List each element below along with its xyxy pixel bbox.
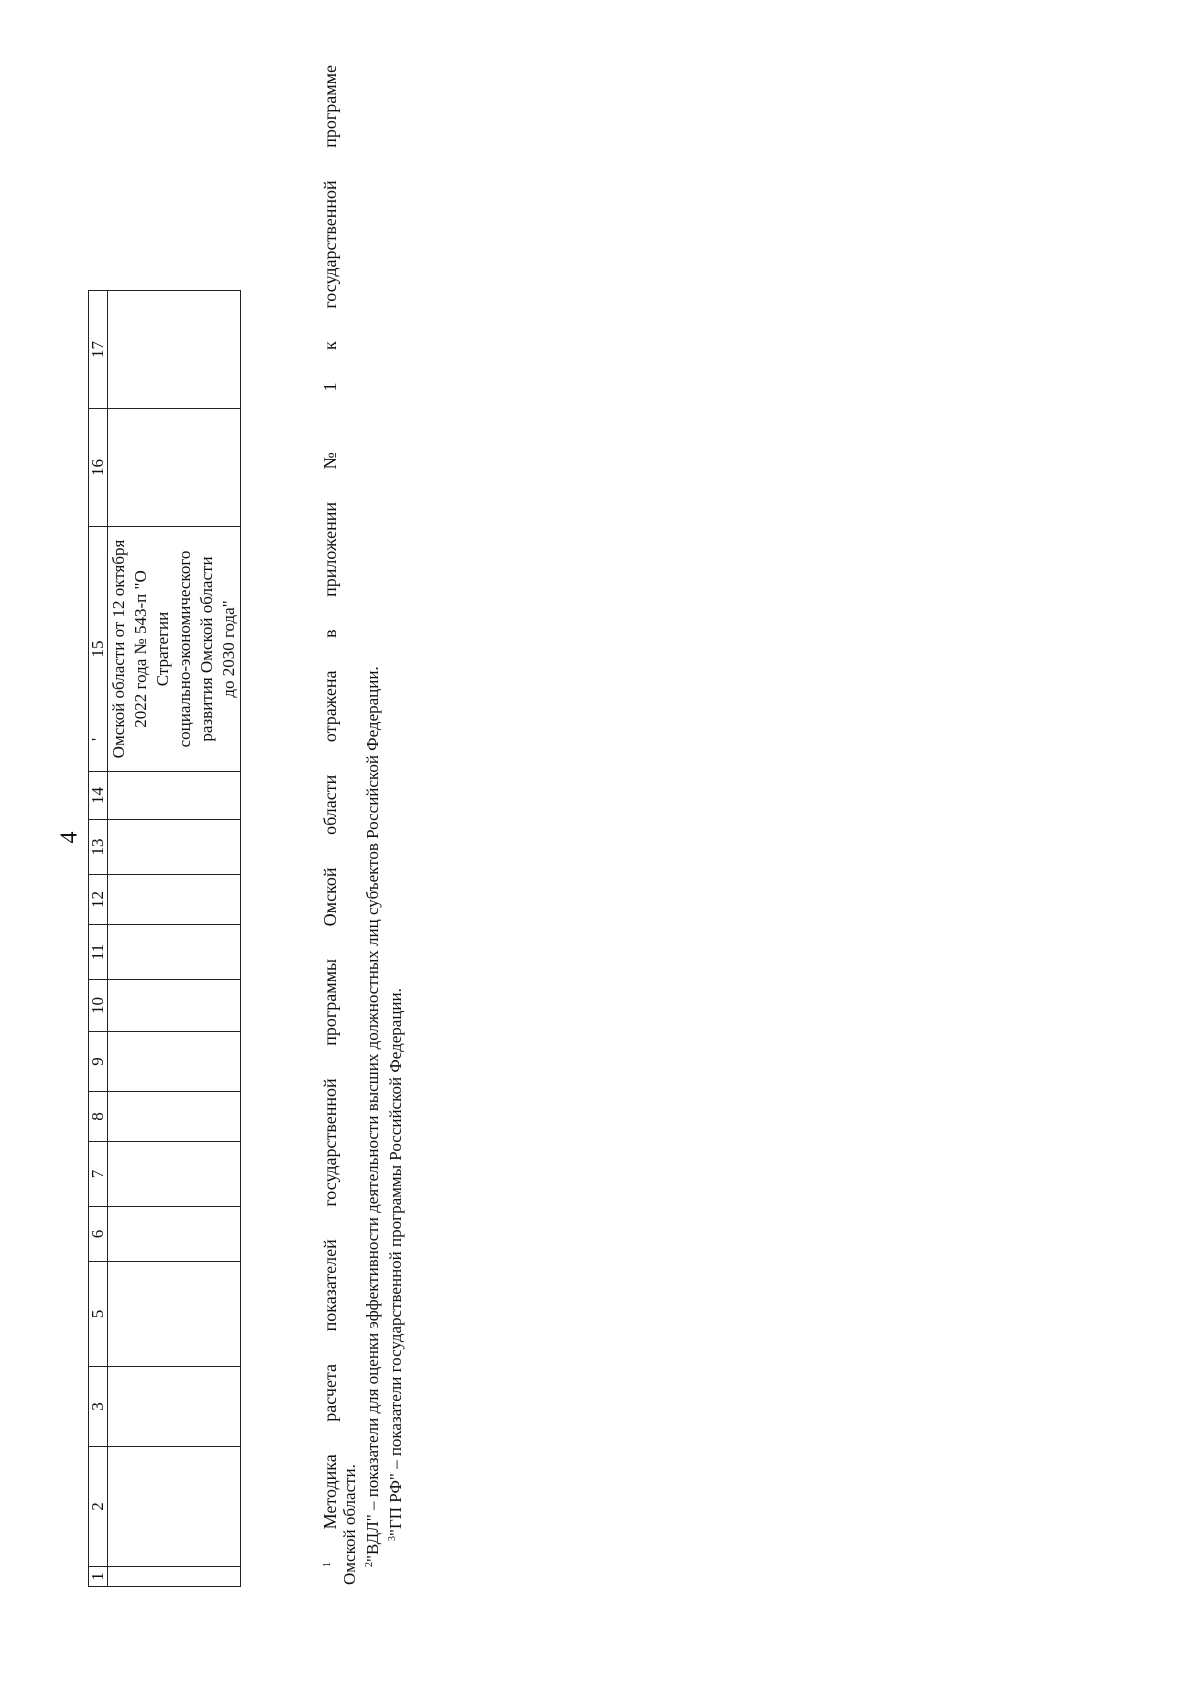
cell-text-line: до 2030 года" bbox=[219, 600, 238, 698]
page-number: 4 bbox=[56, 831, 83, 844]
header-cell: 1 bbox=[89, 1567, 108, 1587]
header-cell-label: 15 bbox=[88, 640, 107, 658]
header-cell: 7 bbox=[89, 1142, 108, 1207]
footnote-2-text: "ВДЛ" – показатели для оценки эффективности деятельности высших должностных лиц субъектов Российской Федерации. bbox=[363, 666, 382, 1562]
header-cell: 17 bbox=[89, 291, 108, 409]
header-cell: 2 bbox=[89, 1447, 108, 1567]
table-cell bbox=[108, 409, 241, 527]
table-cell bbox=[108, 772, 241, 820]
table-row bbox=[108, 291, 241, 1587]
table-cell bbox=[108, 1447, 241, 1567]
header-cell: 8 bbox=[89, 1092, 108, 1142]
cell-text-line: Омской области от 12 октября bbox=[109, 539, 128, 759]
indicators-table bbox=[88, 290, 241, 1587]
cell-text-line: социально-экономического bbox=[175, 550, 194, 748]
header-cell: 13 bbox=[89, 820, 108, 875]
header-cell: 16 bbox=[89, 409, 108, 527]
header-cell: 11 bbox=[89, 925, 108, 980]
cell-text-line: 2022 года № 543-п "О Стратегии bbox=[131, 570, 172, 728]
header-row bbox=[89, 291, 108, 1587]
footnote-1-text: Методика расчета показателей государственной программы Омской области отражена в приложении № 1 к государственной программе bbox=[320, 65, 340, 1530]
header-cell: 6 bbox=[89, 1207, 108, 1262]
table-cell bbox=[108, 1262, 241, 1367]
table-cell bbox=[108, 980, 241, 1032]
table-cell bbox=[108, 291, 241, 409]
table-cell bbox=[108, 875, 241, 925]
header-cell: 3 bbox=[89, 1367, 108, 1447]
cell-text-line: развития Омской области bbox=[197, 556, 216, 742]
footnotes bbox=[318, 65, 406, 1585]
table-cell bbox=[108, 1032, 241, 1092]
footnote-1 bbox=[318, 65, 340, 1585]
strategy-reference-cell bbox=[108, 527, 241, 772]
table-cell bbox=[108, 820, 241, 875]
footnote-3-marker: 3 bbox=[387, 1536, 398, 1541]
header-cell: 9 bbox=[89, 1032, 108, 1092]
table-cell bbox=[108, 1092, 241, 1142]
table-cell bbox=[108, 1567, 241, 1587]
header-cell: 12 bbox=[89, 875, 108, 925]
header-cell: 10 bbox=[89, 980, 108, 1032]
footnote-3 bbox=[383, 65, 406, 1585]
table-cell bbox=[108, 1367, 241, 1447]
footnote-3-text: "ГП РФ" – показатели государственной программы Российской Федерации. bbox=[386, 988, 405, 1536]
header-cell: 5 bbox=[89, 1262, 108, 1367]
footnote-2-marker: 2 bbox=[364, 1562, 375, 1567]
footnote-2 bbox=[360, 65, 383, 1585]
footnote-1-continuation: Омской области. bbox=[340, 1464, 359, 1585]
header-cell: 14 bbox=[89, 772, 108, 820]
column-15-mark: ' bbox=[88, 737, 107, 741]
table-cell bbox=[108, 925, 241, 980]
footnote-1-marker: 1 bbox=[322, 1562, 333, 1567]
table-cell bbox=[108, 1142, 241, 1207]
table-cell bbox=[108, 1207, 241, 1262]
header-cell bbox=[89, 527, 108, 772]
